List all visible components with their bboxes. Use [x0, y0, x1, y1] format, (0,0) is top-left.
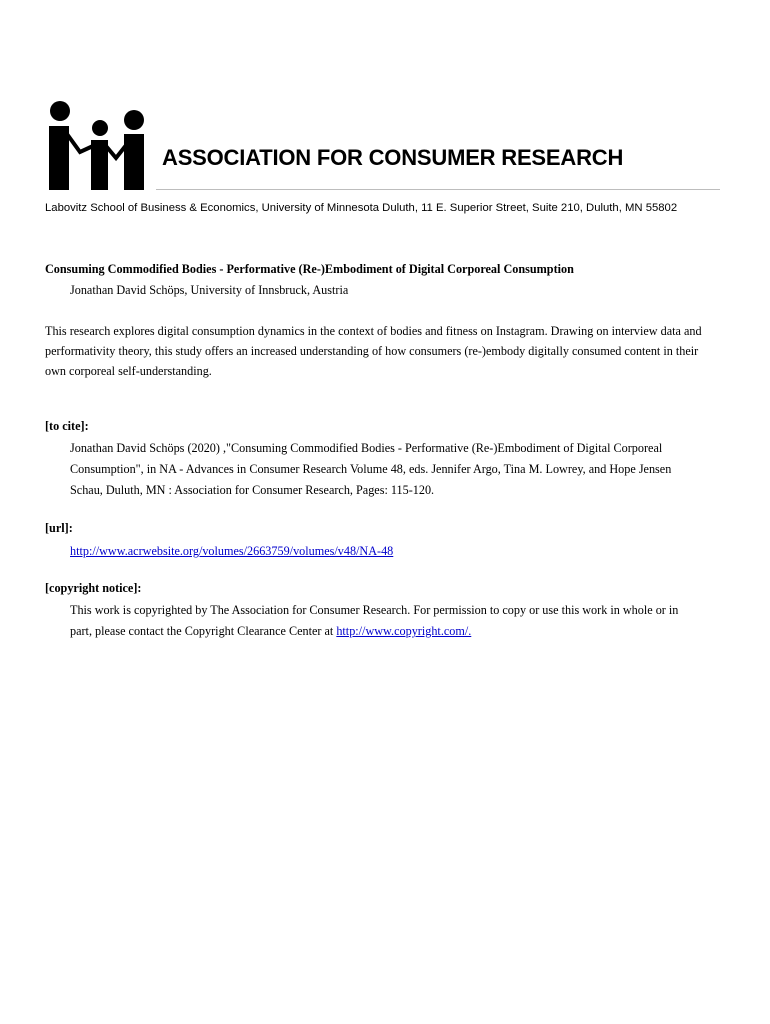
header-divider	[156, 189, 720, 190]
citation-text	[70, 438, 671, 501]
article-title: Consuming Commodified Bodies - Performative (Re-)Embodiment of Digital Corporeal Consumption	[45, 262, 574, 276]
organization-address: Labovitz School of Business & Economics, University of Minnesota Duluth, 11 E. Superior Street, Suite 210, Duluth, MN 55802	[45, 202, 678, 214]
citation-line: Schau, Duluth, MN : Association for Consumer Research, Pages: 115-120.	[70, 483, 435, 497]
citation-line: Consumption", in NA - Advances in Consumer Research Volume 48, eds. Jennifer Argo, Tina M. Lowrey, and Hope Jensen	[70, 462, 672, 476]
copyright-line: This work is copyrighted by The Association for Consumer Research. For permission to copy or use this work in whole or in	[70, 603, 679, 617]
copyright-label: [copyright notice]:	[45, 581, 142, 595]
url-label: [url]:	[45, 521, 73, 535]
article-url-link[interactable]: http://www.acrwebsite.org/volumes/2663759/volumes/v48/NA-48	[70, 544, 394, 558]
acr-logo-icon	[46, 100, 156, 192]
copyright-text	[70, 600, 678, 642]
article-abstract	[45, 321, 735, 381]
cite-label: [to cite]:	[45, 419, 89, 433]
article-author: Jonathan David Schöps, University of Innsbruck, Austria	[70, 283, 349, 297]
copyright-clearance-link[interactable]: http://www.copyright.com/.	[336, 624, 472, 638]
url-block	[70, 541, 393, 562]
copyright-line-2	[70, 621, 678, 642]
abstract-line: This research explores digital consumption dynamics in the context of bodies and fitness on Instagram. Drawing on interview data and	[45, 324, 702, 338]
organization-name: ASSOCIATION FOR CONSUMER RESEARCH	[162, 145, 624, 170]
citation-line: Jonathan David Schöps (2020) ,"Consuming Commodified Bodies - Performative (Re-)Embodiment of Digital Corporeal	[70, 441, 663, 455]
abstract-line: own corporeal self-understanding.	[45, 364, 212, 378]
copyright-line-text: part, please contact the Copyright Clearance Center at	[70, 624, 337, 638]
abstract-line: performativity theory, this study offers an increased understanding of how consumers (re-)embody digitally consumed content in their	[45, 344, 699, 358]
